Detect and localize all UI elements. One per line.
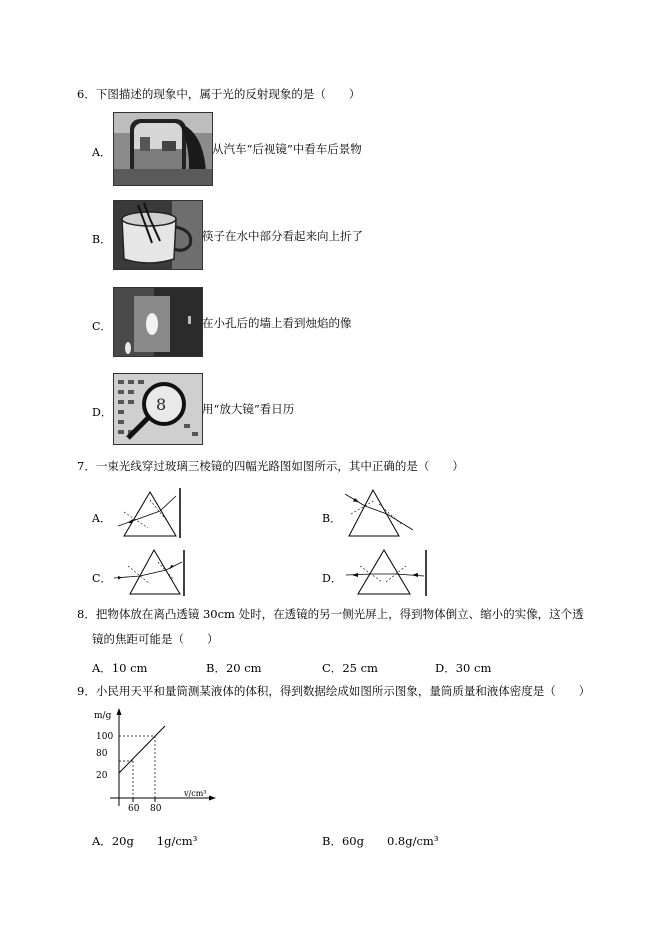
- graph-ytick-100: 100: [96, 732, 114, 742]
- rear-view-mirror-photo: [113, 112, 213, 186]
- graph-xtick-80: 80: [150, 804, 162, 814]
- prism-diagram-c: [110, 548, 186, 598]
- option-7d-label: D．: [322, 572, 342, 585]
- option-6c-label: C．: [92, 320, 112, 333]
- option-9b-label: B．: [322, 834, 342, 848]
- mass-volume-graph: [92, 706, 222, 816]
- option-8a: [92, 660, 147, 676]
- option-9b: [322, 833, 438, 849]
- option-6a-text: 从汽车“后视镜”中看车后景物: [212, 142, 362, 156]
- option-6b-label: B．: [92, 233, 112, 246]
- svg-text:8: 8: [156, 395, 167, 414]
- option-9a-text: 20g 1g/cm³: [111, 834, 198, 848]
- graph-xtick-60: 60: [128, 804, 140, 814]
- option-8a-label: A．: [92, 661, 112, 675]
- question-9-stem: 9．小民用天平和量筒测某液体的体积，得到数据绘成如图所示图象，量筒质量和液体密度是（ ）: [77, 684, 591, 698]
- chopsticks-in-water-photo: [113, 200, 203, 270]
- pinhole-candle-photo: [113, 287, 203, 357]
- option-6b-text: 筷子在水中部分看起来向上折了: [202, 229, 363, 243]
- option-8b-text: 20 cm: [225, 661, 262, 675]
- question-8-stem-line1: 8．把物体放在离凸透镜 30cm 处时，在透镜的另一侧光屏上，得到物体倒立、缩小的实像，这个透: [77, 607, 584, 621]
- option-8c-label: C．: [322, 661, 343, 675]
- option-8b-label: B．: [206, 661, 226, 675]
- question-6-stem: 6．下图描述的现象中，属于光的反射现象的是（ ）: [77, 87, 361, 101]
- option-6a-label: A．: [92, 146, 111, 159]
- graph-ylabel: m/g: [94, 711, 112, 721]
- prism-diagram-d: [342, 548, 432, 598]
- option-8b: [206, 660, 262, 676]
- option-8d: [435, 660, 491, 676]
- question-7-stem: 7．一束光线穿过玻璃三棱镜的四幅光路图如图所示，其中正确的是（ ）: [77, 459, 464, 473]
- option-8a-text: 10 cm: [111, 661, 148, 675]
- graph-ytick-20: 20: [96, 771, 108, 781]
- option-8c-text: 25 cm: [342, 661, 378, 675]
- option-7b-label: B．: [322, 512, 342, 525]
- option-8d-text: 30 cm: [455, 661, 492, 675]
- option-9b-text: 60g 0.8g/cm³: [341, 834, 439, 848]
- option-7c-label: C．: [92, 572, 112, 585]
- option-9a-label: A．: [92, 834, 112, 848]
- option-6d-text: 用“放大镜”看日历: [202, 402, 295, 416]
- magnifier-calendar-photo: [113, 373, 203, 445]
- graph-ytick-80: 80: [96, 749, 108, 759]
- prism-diagram-a: [114, 486, 184, 540]
- option-7a-label: A．: [92, 512, 111, 525]
- graph-xlabel: v/cm³: [184, 789, 207, 798]
- question-8-stem-line2: 镜的焦距可能是（ ）: [92, 632, 219, 646]
- option-8d-label: D．: [435, 661, 456, 675]
- option-9a: [92, 833, 197, 849]
- option-8c: [322, 660, 378, 676]
- option-6d-label: D．: [92, 406, 112, 419]
- option-6c-text: 在小孔后的墙上看到烛焰的像: [202, 316, 352, 330]
- prism-diagram-b: [343, 486, 415, 540]
